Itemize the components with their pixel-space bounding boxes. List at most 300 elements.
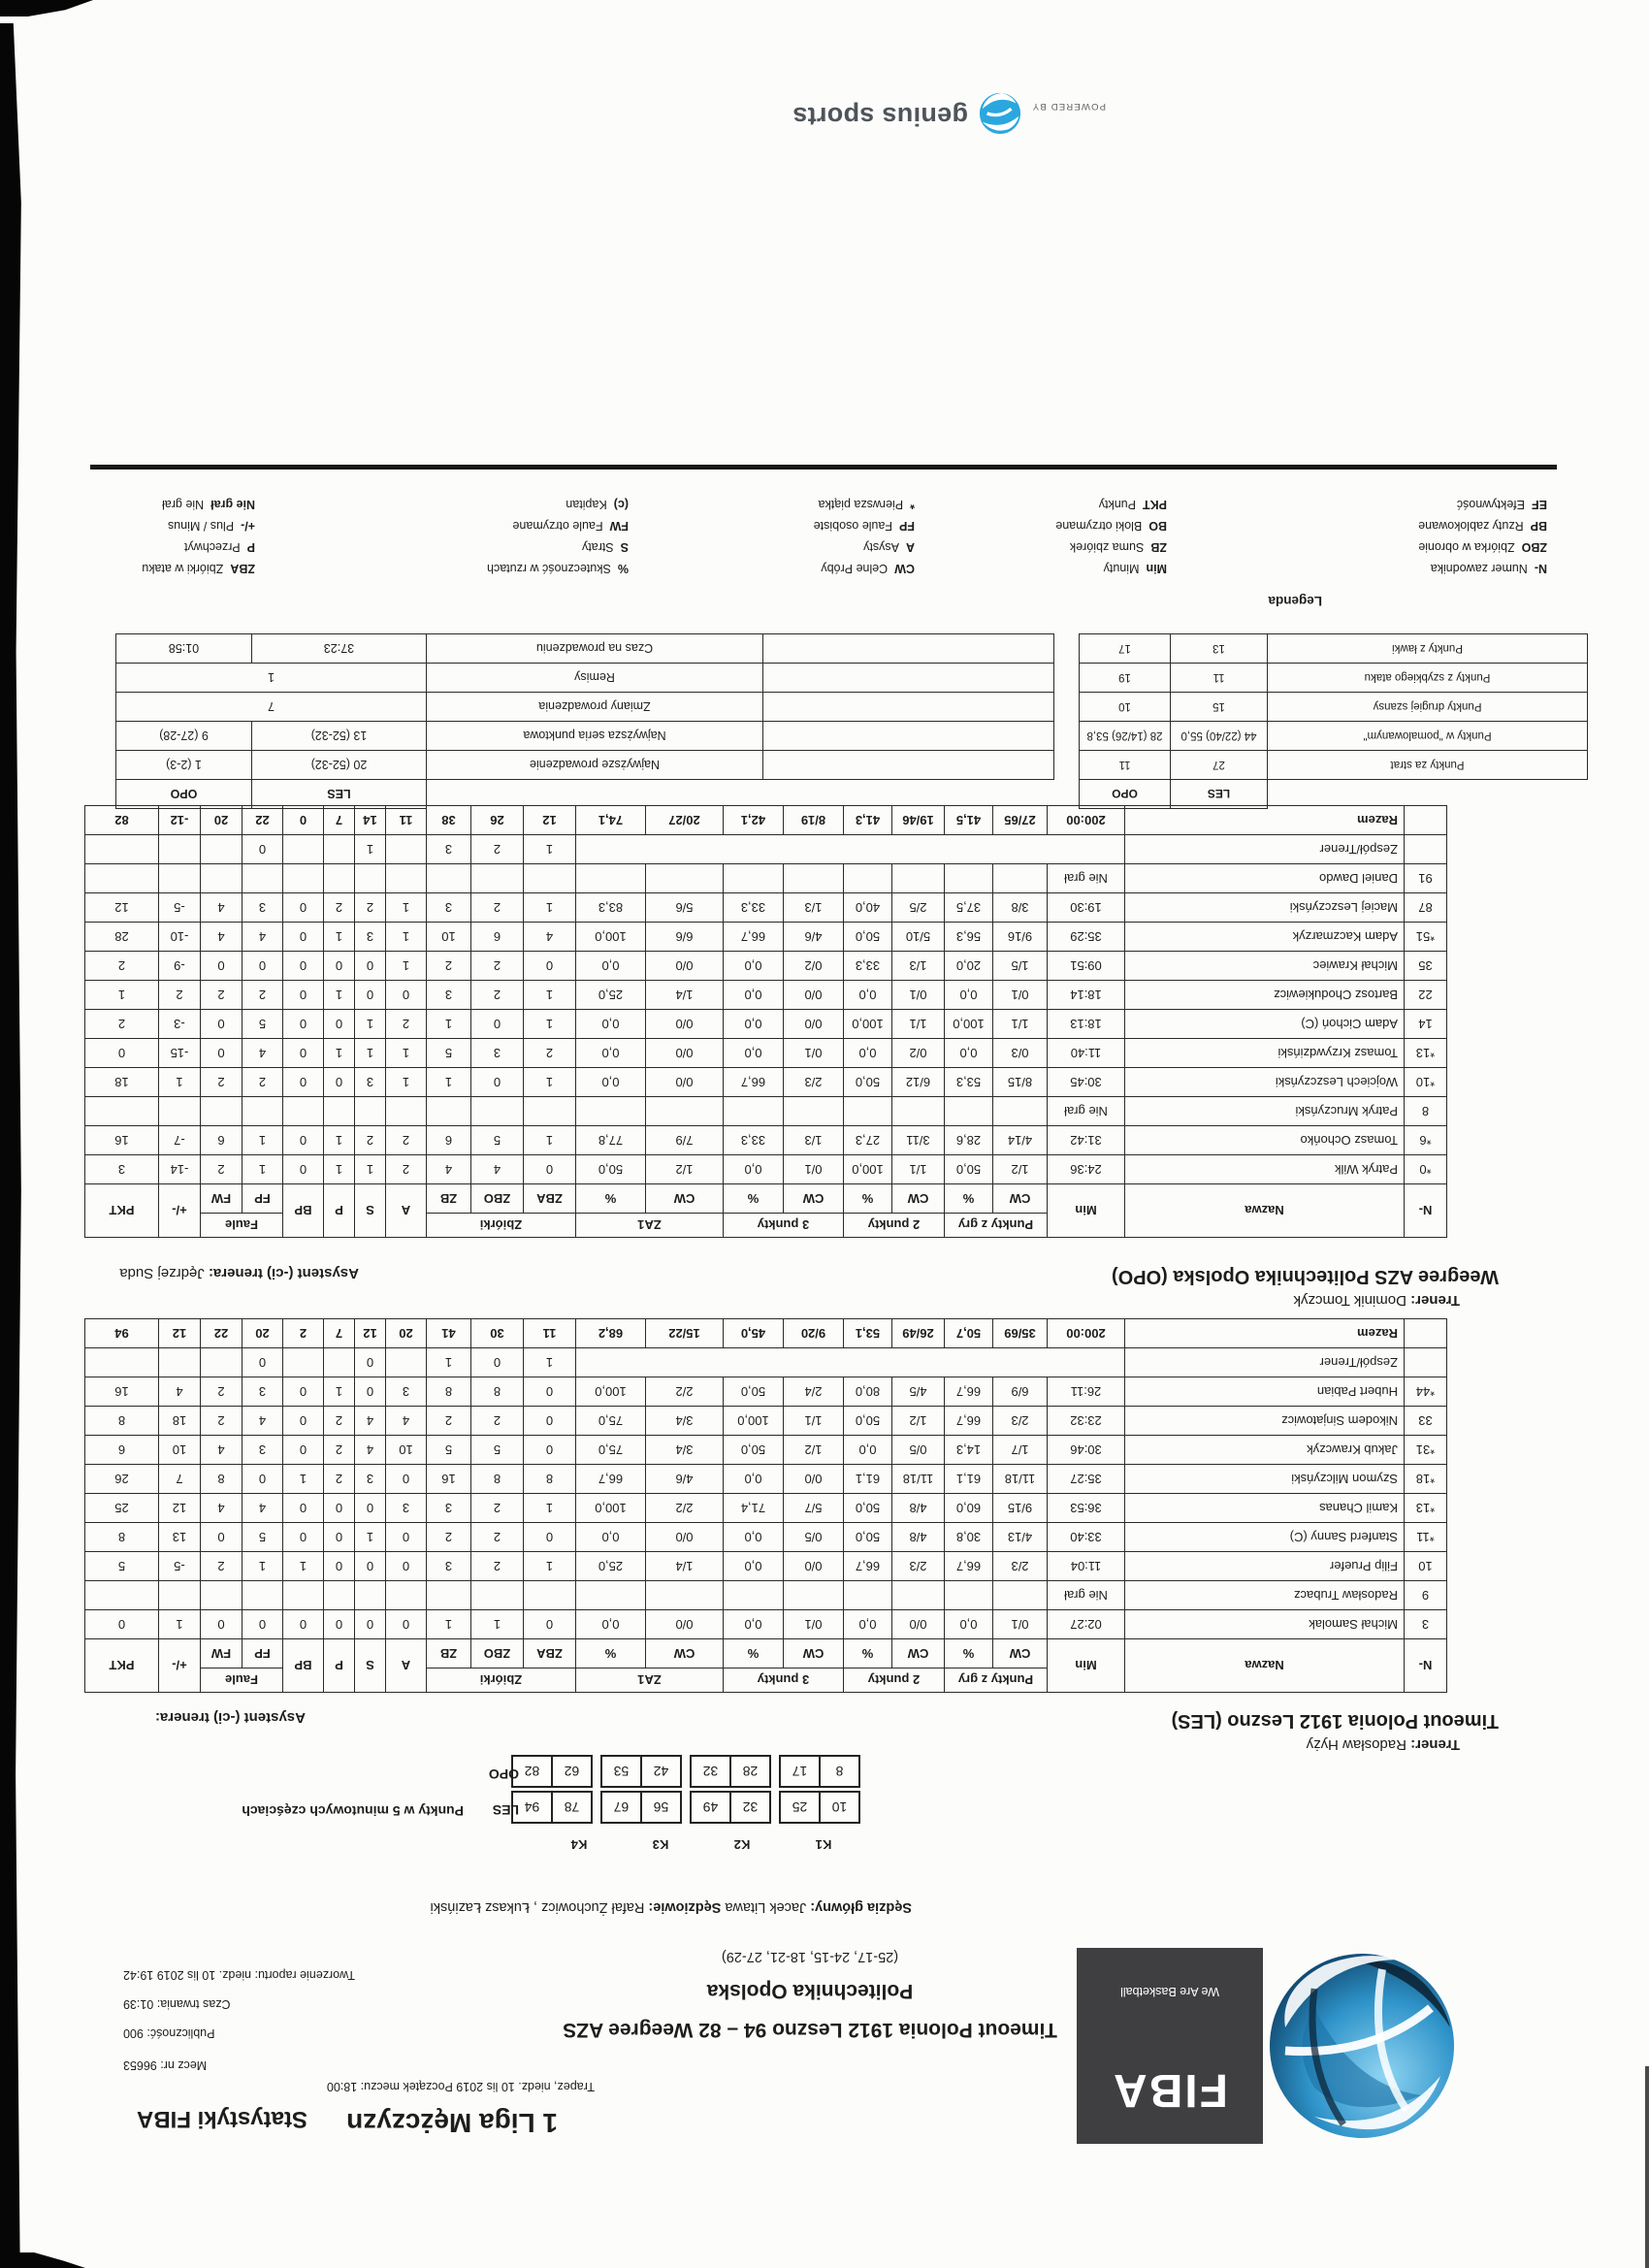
column-header: A [385,1639,426,1693]
quarter-score-box: 10 [819,1791,860,1824]
player-row [84,1126,1446,1155]
stat-cell: 12 [354,1319,385,1348]
legend-item [1167,518,1547,534]
player-number-cell: *0 [1405,1155,1447,1184]
empty-cell [1405,806,1447,835]
column-header: % [843,1184,891,1214]
stat-cell: -7 [158,1126,200,1155]
stat-cell: 0/1 [993,1610,1048,1639]
summary-merged-value-cell: 1 [116,664,427,693]
player-name-cell: Filip Pruefer [1125,1552,1405,1581]
stat-cell: 4 [354,1436,385,1465]
stat-cell: 0/0 [645,1068,723,1097]
stat-cell: 8 [84,1523,158,1552]
stat-cell [470,864,523,893]
summary-value-cell: 44 (22/40) 55,0 [1171,722,1268,751]
legend-definition: Nie grał [162,498,205,511]
stat-cell: 0,0 [723,1523,783,1552]
stat-cell: 4 [523,923,575,952]
stat-cell: 1/2 [993,1155,1048,1184]
stat-cell: 0 [354,1552,385,1581]
stat-cell [843,1097,891,1126]
stat-cell [84,1097,158,1126]
stat-cell: 2 [354,1126,385,1155]
stat-cell [282,1348,323,1377]
stat-cell: 38 [426,806,470,835]
quarter-label: K4 [570,1837,588,1852]
player-number-cell: *18 [1405,1465,1447,1494]
table-body [84,806,1446,1184]
stat-cell: 0 [282,1523,323,1552]
stat-cell: 13 [158,1523,200,1552]
stat-cell: 0/0 [783,1010,843,1039]
stat-cell: 200:00 [1048,806,1125,835]
stat-cell: 4 [242,1407,282,1436]
quarter-score-box: 42 [640,1755,682,1788]
stat-cell [158,1348,200,1377]
column-header: 2 punkty [843,1669,944,1693]
player-number-cell: *11 [1405,1523,1447,1552]
summary-label-cell: Punkty za strat [1268,751,1588,780]
stat-cell: 60,0 [944,1494,992,1523]
legend-row [92,518,1547,534]
stat-cell: 4/14 [993,1126,1048,1155]
stat-cell: 4/13 [993,1523,1048,1552]
stat-cell [242,864,282,893]
header-row-1 [84,1669,1446,1693]
summary-value-cell: 17 [1080,634,1171,664]
player-name-cell: Patryk Mruczyński [1125,1097,1405,1126]
empty-cell [763,664,1054,693]
stat-cell: 0 [282,1610,323,1639]
stat-cell: 1/4 [645,1552,723,1581]
summary-label-cell: Punkty z szybkiego ataku [1268,664,1588,693]
empty-cell [763,780,1054,809]
legend-definition: Przechwyt [184,540,241,554]
stat-cell: 66,7 [944,1407,992,1436]
player-row [84,1610,1446,1639]
opo-coach-name: Dominik Tomczyk [1293,1292,1406,1309]
summary-label-cell: Czas na prowadzeniu [427,634,763,664]
stat-cell: 66,7 [723,923,783,952]
table-head [84,1639,1446,1693]
stat-cell: 12 [523,806,575,835]
stat-cell: 7/9 [645,1126,723,1155]
stat-cell: 3 [354,923,385,952]
stat-cell: 25,0 [575,981,645,1010]
stat-cell: 2 [385,1126,426,1155]
summary-value-cell: 11 [1171,664,1268,693]
column-header: ZBA [523,1639,575,1669]
stat-cell: 33,3 [723,893,783,923]
genius-sports-wordmark: genius sports [792,102,968,131]
player-number-cell: 10 [1405,1552,1447,1581]
stat-cell: 3 [385,1377,426,1407]
legend-item [255,539,629,555]
stat-cell: 0,0 [944,1610,992,1639]
quarter-score-box: 8 [819,1755,860,1788]
opo-assistant-name: Jędrzej Suda [119,1265,205,1281]
quarter-scores-caption: Punkty w 5 minutowych częściach [242,1803,464,1819]
stat-cell: 0,0 [843,1436,891,1465]
stat-cell: 33:40 [1048,1523,1125,1552]
player-name-cell: Adam Kaczmarzyk [1125,923,1405,952]
stat-cell: 50,0 [944,1155,992,1184]
table-body [84,1319,1446,1639]
stat-cell: 1/5 [993,952,1048,981]
quarter-score-box: 49 [690,1791,731,1824]
stat-cell [323,835,354,864]
stat-cell: 4 [470,1155,523,1184]
player-number-cell: 87 [1405,893,1447,923]
stat-cell [282,835,323,864]
stat-cell: 6/6 [645,923,723,952]
stat-cell: 1 [158,1610,200,1639]
player-row [84,1039,1446,1068]
stat-cell: 50,0 [843,1068,891,1097]
stat-cell: 5 [84,1552,158,1581]
player-row [84,1581,1446,1610]
summary-value-cell: 37:23 [252,634,427,664]
stat-cell: 2 [323,1407,354,1436]
stat-cell: 26 [470,806,523,835]
stat-cell: 66,7 [723,1068,783,1097]
stat-cell: 0/3 [993,1039,1048,1068]
stat-cell: 80,0 [843,1377,891,1407]
stat-cell: 0/1 [891,981,944,1010]
column-header: % [575,1184,645,1214]
stat-cell [354,1097,385,1126]
stat-cell: -9 [158,952,200,981]
summary-row [116,664,1054,693]
stat-cell: 0,0 [944,1039,992,1068]
stat-cell: 11:04 [1048,1552,1125,1581]
legend-abbr: P [246,540,255,554]
stat-cell: 83,3 [575,893,645,923]
legend-abbr: ZBA [230,562,255,575]
stat-cell: 0 [323,1610,354,1639]
player-name-cell: Wojciech Leszczyński [1125,1068,1405,1097]
stat-cell: 1 [323,1039,354,1068]
stat-cell: 0 [523,1155,575,1184]
stat-cell: 11 [385,806,426,835]
stat-cell: 0 [282,893,323,923]
column-header: Nazwa [1125,1639,1405,1693]
stat-cell: 0 [354,1494,385,1523]
stat-cell: 4/8 [891,1494,944,1523]
summary-label-cell: Najwyższe prowadzenie [427,751,763,780]
stat-cell: 3/11 [891,1126,944,1155]
stat-cell: 1 [242,1552,282,1581]
column-header: 3 punkty [723,1214,843,1238]
stat-cell: 9/20 [783,1319,843,1348]
stat-cell [993,1581,1048,1610]
stat-cell: 0 [354,952,385,981]
stat-cell: 0,0 [843,981,891,1010]
legend-abbr: Nie grał [210,498,255,511]
stat-cell: 6/9 [993,1377,1048,1407]
summary-value-cell: 28 (14/26) 53,8 [1080,722,1171,751]
column-header: Punkty z gry [944,1214,1047,1238]
stat-cell [323,1097,354,1126]
column-header: PKT [84,1184,158,1238]
assistant-label: Asystent (-ci) trenera: [208,1265,359,1281]
stat-cell: 5 [426,1039,470,1068]
legend-definition: Suma zbiórek [1069,540,1145,554]
stat-cell: 5 [470,1126,523,1155]
stat-cell: 28,6 [944,1126,992,1155]
stat-cell: 100,0 [843,1010,891,1039]
stat-cell [385,1581,426,1610]
player-row [84,1465,1446,1494]
legend-definition: Pierwsza piątka [818,498,904,511]
report-created: Tworzenie raportu: niedz. 10 lis 2019 19:42 [123,1968,356,1982]
stat-cell: 1 [385,923,426,952]
stat-cell: 28 [84,923,158,952]
fiba-logo-text: FIBA [1112,2064,1228,2116]
stat-cell: 0 [242,952,282,981]
column-header: CW [891,1184,944,1214]
fiba-logo-tagline: We Are Basketball [1120,1985,1219,1998]
legend-abbr: N- [1534,562,1547,575]
powered-by-label: POWERED BY [1031,101,1106,112]
stat-cell: 20 [242,1319,282,1348]
stat-cell: 50,7 [944,1319,992,1348]
empty-cell [763,693,1054,722]
summary-value-cell: 10 [1080,693,1171,722]
stat-cell: -12 [158,806,200,835]
summary-label-cell: Punkty drugiej szansy [1268,693,1588,722]
stat-cell: 1 [385,1039,426,1068]
legend-definition: Skuteczność w rzutach [487,562,611,575]
column-header: N- [1405,1184,1447,1238]
stat-cell: 0,0 [944,981,992,1010]
stat-cell: 27,3 [843,1126,891,1155]
column-header: P [323,1639,354,1693]
player-name-cell: Michał Krawiec [1125,952,1405,981]
quarter-score-pair [600,1755,682,1788]
stat-cell: 0/2 [783,952,843,981]
stat-cell: 1 [385,952,426,981]
player-row [84,1097,1446,1126]
legend-item [915,497,1167,512]
player-name-cell: Radosław Trubacz [1125,1581,1405,1610]
stat-cell [158,1097,200,1126]
legend-definition: Efektywność [1456,498,1526,511]
stat-cell: 0 [282,981,323,1010]
stat-cell [200,1097,242,1126]
empty-cell [1268,780,1588,809]
stat-cell: 1 [523,1348,575,1377]
legend-abbr: FW [609,519,629,533]
stat-cell: 1 [523,1494,575,1523]
summary-value-cell: 13 (52-32) [252,722,427,751]
stat-cell: -15 [158,1039,200,1068]
quarter-team-code: LES [492,1802,519,1818]
stat-cell: 5/7 [783,1494,843,1523]
legend-definition: Numer zawodnika [1430,562,1528,575]
player-name-cell: Nikodem Sinjatowicz [1125,1407,1405,1436]
stat-cell: 20 [385,1319,426,1348]
stat-cell [891,1581,944,1610]
stat-cell: 2 [470,1407,523,1436]
column-header: ZA1 [575,1214,723,1238]
stat-cell: 74,1 [575,806,645,835]
legend-definition: Straty [582,540,614,554]
stat-cell [783,1097,843,1126]
legend-definition: Zbiórka w obronie [1418,540,1515,554]
legend-definition: Bloki otrzymane [1055,519,1143,533]
player-number-cell: 33 [1405,1407,1447,1436]
stat-cell: 100,0 [575,923,645,952]
empty-cell [763,751,1054,780]
column-header: ZBO [470,1639,523,1669]
legend-item [915,539,1167,555]
player-number-cell: 8 [1405,1097,1447,1126]
stat-cell: 56,3 [944,923,992,952]
stat-cell: 0,0 [723,1465,783,1494]
player-number-cell: 14 [1405,1010,1447,1039]
legend-item [100,539,255,555]
stat-cell: 37,5 [944,893,992,923]
stat-cell: 4 [200,893,242,923]
stat-cell: 26:11 [1048,1377,1125,1407]
stat-cell: 0 [200,1610,242,1639]
summary-team-header: OPO [116,780,252,809]
stat-cell: 0,0 [575,1010,645,1039]
quarter-score-row [503,1755,860,1788]
stat-cell: 1 [523,835,575,864]
stat-cell: 71,4 [723,1494,783,1523]
stat-cell: 09:51 [1048,952,1125,981]
stat-cell: 1 [354,835,385,864]
stat-cell [282,1581,323,1610]
stat-cell: 8 [470,1465,523,1494]
column-header: Faule [200,1214,282,1238]
legend-abbr: PKT [1143,498,1167,511]
stat-cell: 22 [200,1319,242,1348]
stat-cell: 0 [385,1523,426,1552]
stat-cell: 4 [158,1377,200,1407]
stat-cell: 2 [242,981,282,1010]
stat-cell: 0/0 [645,1610,723,1639]
stat-cell: 0,0 [843,1039,891,1068]
les-assistant-line [155,1709,306,1726]
player-number-cell: *6 [1405,1126,1447,1155]
stat-cell: 2 [385,1155,426,1184]
stat-cell: 0 [470,1010,523,1039]
column-header: A [385,1184,426,1238]
stat-cell: 0 [354,981,385,1010]
stat-cell [200,1581,242,1610]
legend-abbr: BP [1530,519,1547,533]
stat-cell: 2 [385,1010,426,1039]
legend-abbr: S [620,540,629,554]
stat-cell: 66,7 [944,1377,992,1407]
stat-cell [993,864,1048,893]
duration: Czas trwania: 01:39 [123,1997,231,2011]
legend-row [92,539,1547,555]
stat-cell: -10 [158,923,200,952]
legend-abbr: FP [899,519,915,533]
stat-cell [723,864,783,893]
stat-cell: 2 [84,952,158,981]
stat-cell: 0/0 [645,1039,723,1068]
summary-value-cell: 9 (27-28) [116,722,252,751]
stat-cell: 0 [523,1610,575,1639]
stat-cell: 42,1 [723,806,783,835]
team-coach-row [84,1348,1446,1377]
stat-cell: 0 [84,1039,158,1068]
stat-cell [944,864,992,893]
stat-cell: 0 [323,1552,354,1581]
stat-cell: 0 [354,1348,385,1377]
stat-cell [944,1581,992,1610]
player-number-cell: *10 [1405,1068,1447,1097]
stat-cell: 3 [385,1494,426,1523]
column-header: ZA1 [575,1669,723,1693]
stat-cell: 26/49 [891,1319,944,1348]
summary-team-header: LES [1171,780,1268,809]
stat-cell: 1/1 [993,1010,1048,1039]
stat-cell: 0 [523,952,575,981]
stat-cell: 0/1 [783,1610,843,1639]
quarter-score-pair [690,1755,771,1788]
player-row [84,1552,1446,1581]
quarter-scores-note: (25-17, 24-15, 18-21, 27-29) [721,1949,899,1964]
stat-cell [323,1348,354,1377]
opo-assistant-line [119,1265,359,1281]
stat-cell: 100,0 [843,1155,891,1184]
stat-cell: 0/2 [891,1039,944,1068]
legend-abbr: Min [1146,562,1167,575]
stat-cell: 27/65 [993,806,1048,835]
stat-cell: 0 [385,1610,426,1639]
stat-cell: 7 [323,806,354,835]
stat-cell: 1 [323,923,354,952]
summary-row [1080,722,1588,751]
stat-cell: 2/3 [783,1068,843,1097]
stat-cell [242,1581,282,1610]
player-number-cell: *44 [1405,1377,1447,1407]
stat-cell [200,1348,242,1377]
stat-cell: 1 [523,1552,575,1581]
column-header: S [354,1639,385,1693]
stat-cell: 3 [354,1068,385,1097]
column-header: ZB [426,1639,470,1669]
team-coach-row [84,835,1446,864]
quarter-score-box: 32 [729,1791,771,1824]
assistant-label: Asystent (-ci) trenera: [154,1709,306,1726]
stat-cell: 1/3 [891,952,944,981]
stat-cell: 20,0 [944,952,992,981]
legend-item [255,518,629,534]
match-title-block [543,1928,1077,2268]
stat-cell: 11/18 [993,1465,1048,1494]
summary-value-cell: 13 [1171,634,1268,664]
stat-cell: 4/8 [891,1523,944,1552]
player-name-cell: Maciej Leszczyński [1125,893,1405,923]
stat-cell: 2 [323,1436,354,1465]
summary-row [1080,751,1588,780]
stat-cell: 0 [385,981,426,1010]
stat-cell: 0 [354,1610,385,1639]
column-header: % [944,1184,992,1214]
stat-cell: 25 [84,1494,158,1523]
legend-definition: Kapitan [566,498,607,511]
stat-cell: 8 [470,1377,523,1407]
coach-label: Trener: [1410,1736,1460,1753]
